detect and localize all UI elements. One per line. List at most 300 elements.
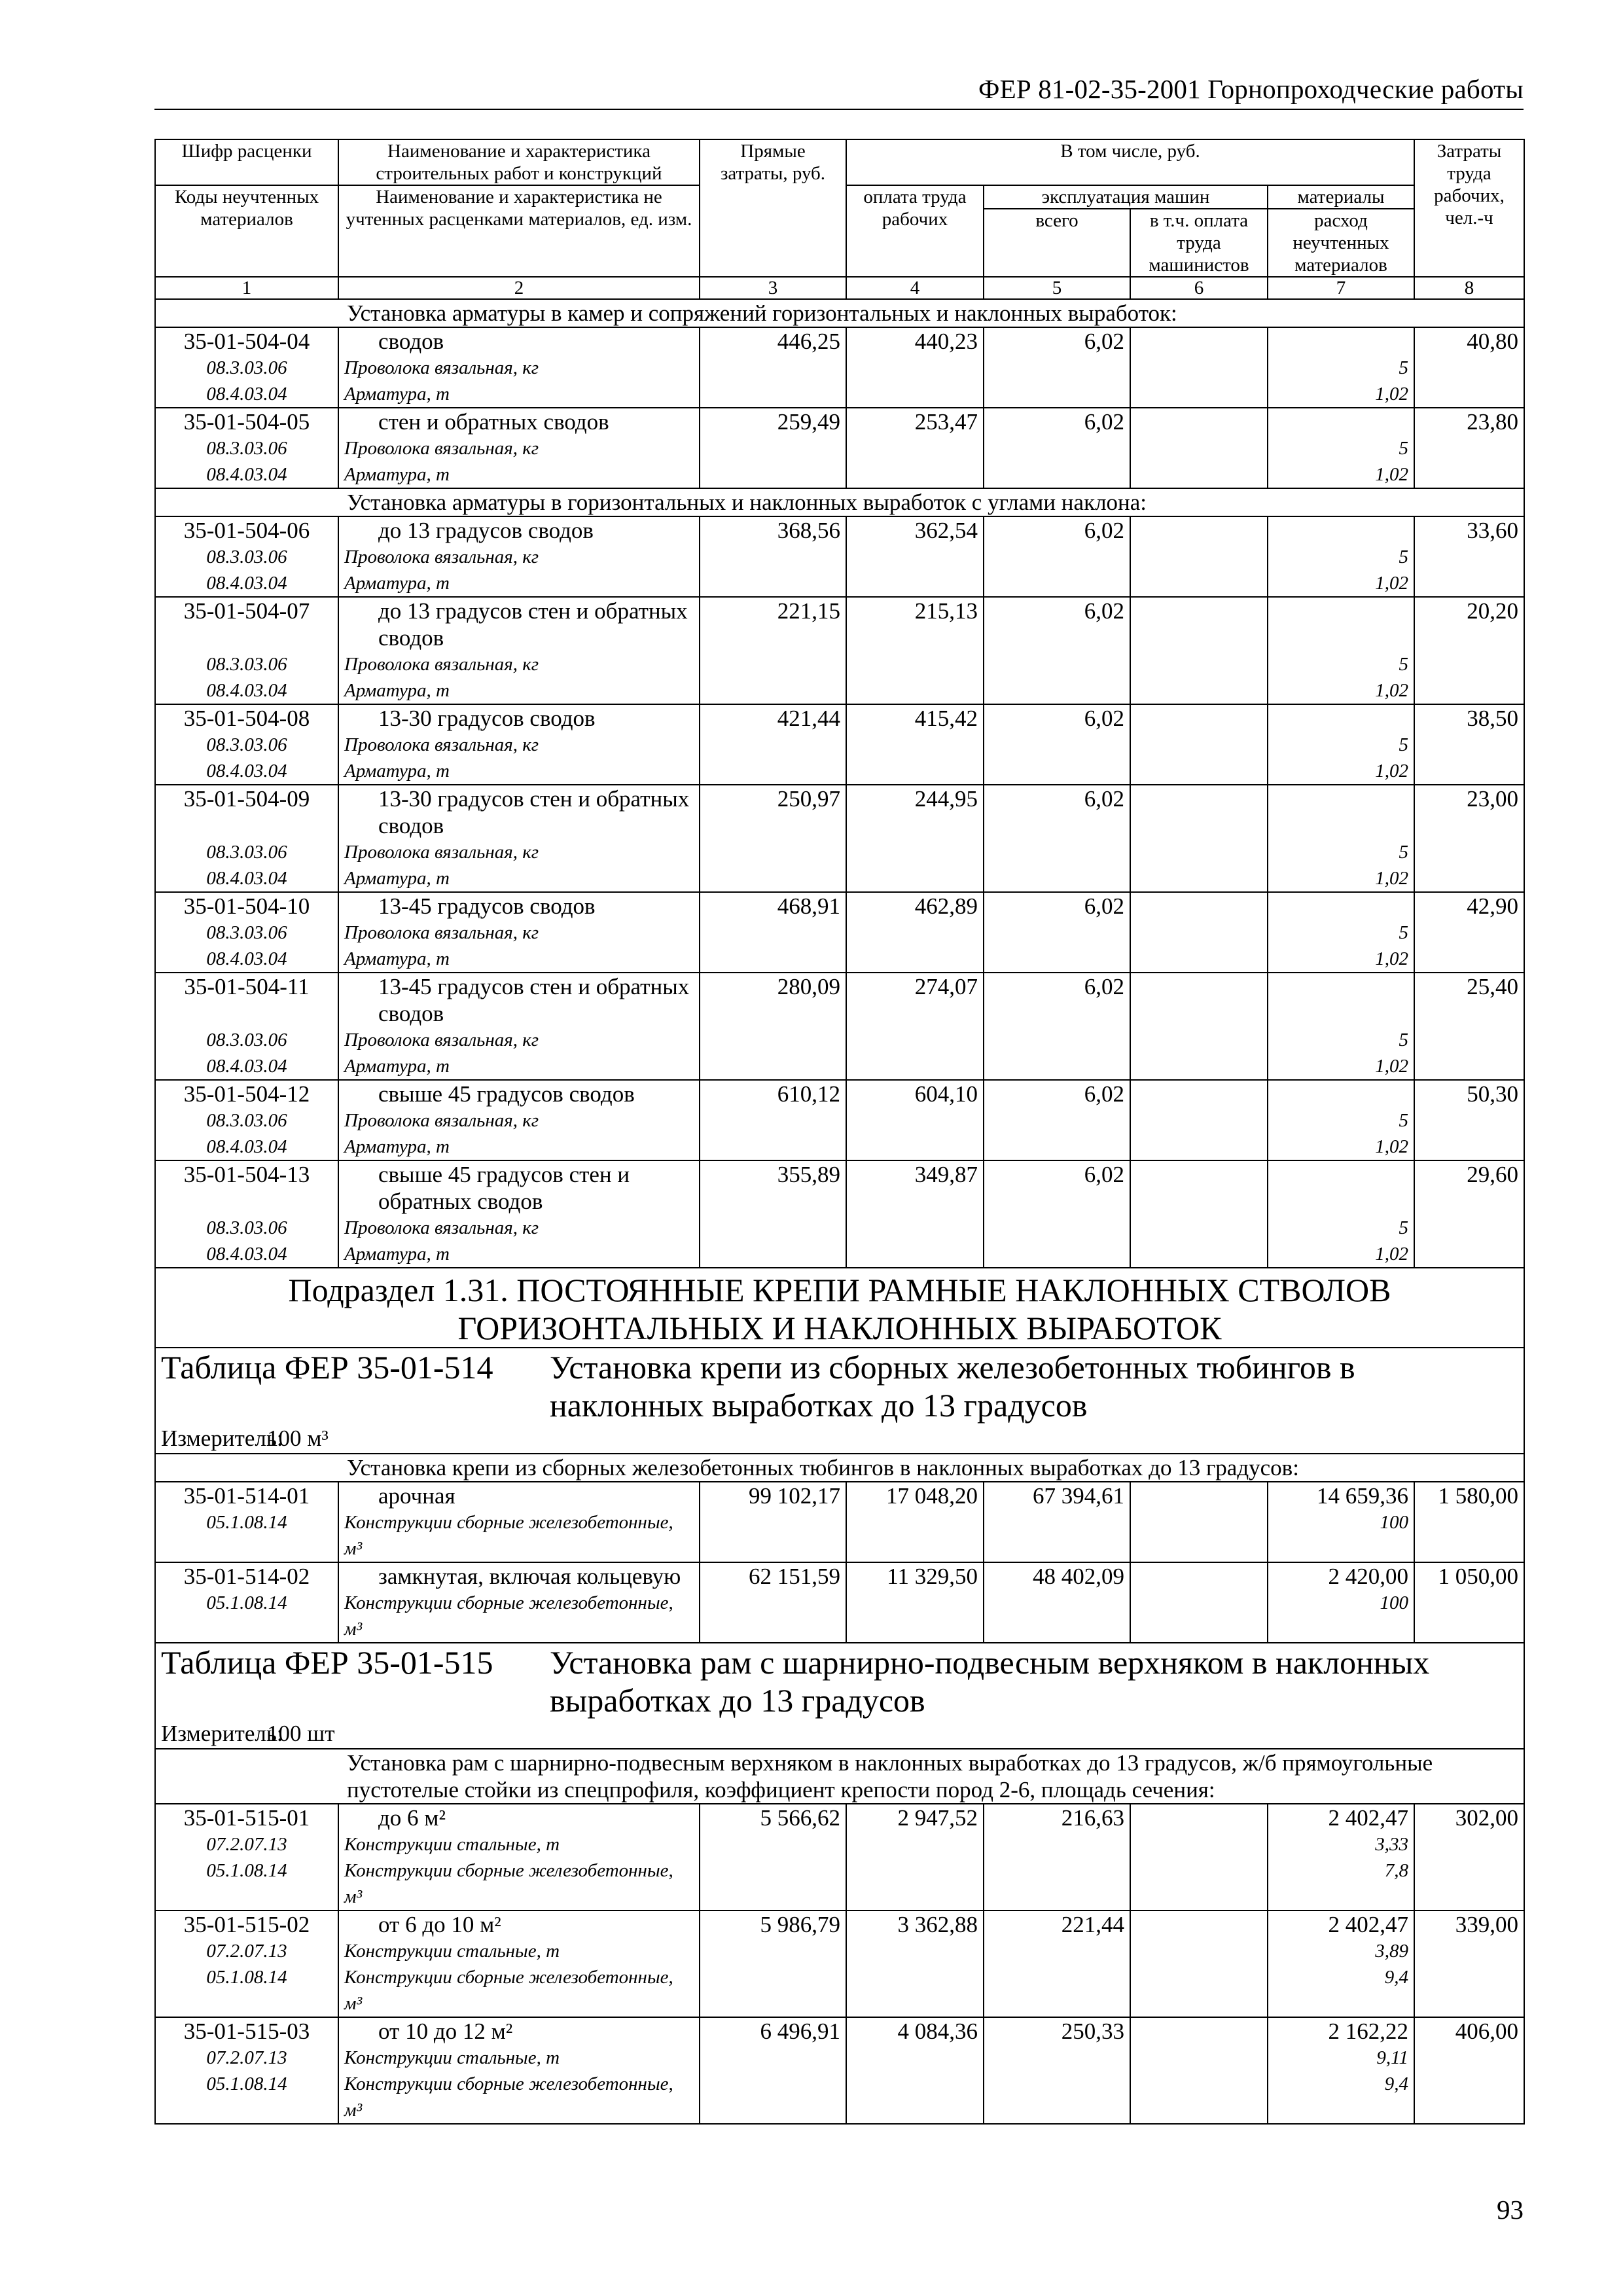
labor-pay: 349,87 [846, 1160, 984, 1215]
empty-cell [1130, 758, 1268, 785]
empty-cell [1414, 1964, 1524, 2017]
col-number: 8 [1414, 277, 1524, 299]
material-row [155, 1590, 1524, 1643]
empty-cell [700, 355, 846, 381]
material-code: 08.3.03.06 [155, 1027, 338, 1053]
measure-cell [155, 1719, 1524, 1749]
machinists-pay [1130, 973, 1268, 1027]
empty-cell [1414, 946, 1524, 973]
col1-top-header: Шифр расценки [155, 139, 338, 185]
material-code: 08.4.03.04 [155, 865, 338, 892]
including-header: В том числе, руб. [846, 139, 1414, 185]
section-row [155, 488, 1524, 516]
measure-value: 100 шт [267, 1721, 335, 1746]
labor-hours: 25,40 [1414, 973, 1524, 1027]
materials-cost: 2 162,22 [1268, 2017, 1414, 2045]
direct-cost: 259,49 [700, 408, 846, 435]
empty-cell [1414, 1215, 1524, 1241]
empty-cell [1130, 651, 1268, 677]
empty-cell [700, 1053, 846, 1080]
material-row [155, 1215, 1524, 1241]
rate-row [155, 597, 1524, 651]
rate-row [155, 892, 1524, 920]
machinists-pay [1130, 516, 1268, 544]
empty-cell [846, 1857, 984, 1910]
material-name: Конструкции сборные железобетонные, м³ [338, 1509, 700, 1562]
labor-pay-header: оплата труда рабочих [846, 185, 984, 277]
empty-cell [984, 1107, 1130, 1134]
empty-cell [1130, 839, 1268, 865]
materials-cost: 2 402,47 [1268, 1910, 1414, 1938]
materials-cost [1268, 597, 1414, 651]
material-code: 08.4.03.04 [155, 1053, 338, 1080]
direct-cost: 421,44 [700, 704, 846, 732]
rate-code: 35-01-504-05 [155, 408, 338, 435]
col-number: 4 [846, 277, 984, 299]
material-row [155, 1831, 1524, 1857]
material-row [155, 920, 1524, 946]
empty-cell [984, 865, 1130, 892]
machinists-pay [1130, 1080, 1268, 1107]
empty-cell [1414, 1831, 1524, 1857]
empty-cell [1130, 570, 1268, 597]
rate-code: 35-01-504-10 [155, 892, 338, 920]
labor-hours: 40,80 [1414, 327, 1524, 355]
material-row [155, 2071, 1524, 2124]
empty-cell [984, 677, 1130, 704]
material-row [155, 1964, 1524, 2017]
col-number: 7 [1268, 277, 1414, 299]
measure-cell [155, 1424, 1524, 1454]
section-title: Установка арматуры в камер и сопряжений горизонтальных и наклонных выработок: [155, 299, 1524, 327]
machines-cost: 6,02 [984, 973, 1130, 1027]
machinists-pay [1130, 2017, 1268, 2045]
work-name: арочная [338, 1482, 700, 1509]
material-qty: 5 [1268, 839, 1414, 865]
material-code: 05.1.08.14 [155, 1964, 338, 2017]
empty-cell [1130, 461, 1268, 488]
empty-cell [984, 461, 1130, 488]
material-qty: 5 [1268, 920, 1414, 946]
material-code: 08.3.03.06 [155, 732, 338, 758]
empty-cell [846, 1053, 984, 1080]
material-row [155, 839, 1524, 865]
empty-cell [700, 1938, 846, 1964]
work-name: замкнутая, включая кольцевую [338, 1562, 700, 1590]
empty-cell [846, 839, 984, 865]
subsection-row [155, 1268, 1524, 1348]
material-qty: 5 [1268, 544, 1414, 570]
direct-cost: 280,09 [700, 973, 846, 1027]
empty-cell [1130, 1215, 1268, 1241]
materials-cost [1268, 1080, 1414, 1107]
material-qty: 1,02 [1268, 946, 1414, 973]
rate-row [155, 516, 1524, 544]
materials-cost: 2 420,00 [1268, 1562, 1414, 1590]
work-name: до 13 градусов сводов [338, 516, 700, 544]
material-row [155, 461, 1524, 488]
empty-cell [1414, 732, 1524, 758]
empty-cell [1414, 1134, 1524, 1160]
machines-cost: 6,02 [984, 327, 1130, 355]
material-qty: 9,11 [1268, 2045, 1414, 2071]
empty-cell [984, 355, 1130, 381]
material-code: 08.3.03.06 [155, 651, 338, 677]
empty-cell [984, 1027, 1130, 1053]
material-qty: 5 [1268, 355, 1414, 381]
empty-cell [1130, 1509, 1268, 1562]
material-code: 08.4.03.04 [155, 381, 338, 408]
empty-cell [846, 1964, 984, 2017]
direct-cost: 355,89 [700, 1160, 846, 1215]
machinists-pay [1130, 1562, 1268, 1590]
rate-code: 35-01-515-03 [155, 2017, 338, 2045]
empty-cell [846, 435, 984, 461]
empty-cell [984, 1053, 1130, 1080]
labor-pay: 2 947,52 [846, 1804, 984, 1831]
material-name: Арматура, т [338, 381, 700, 408]
material-code: 08.3.03.06 [155, 355, 338, 381]
empty-cell [1130, 1027, 1268, 1053]
rate-row [155, 408, 1524, 435]
labor-hours: 38,50 [1414, 704, 1524, 732]
direct-cost: 99 102,17 [700, 1482, 846, 1509]
rate-code: 35-01-504-07 [155, 597, 338, 651]
rate-code: 35-01-504-06 [155, 516, 338, 544]
section-row [155, 1454, 1524, 1482]
table-code: Таблица ФЕР 35-01-515 [161, 1644, 493, 1681]
empty-cell [1130, 435, 1268, 461]
material-row [155, 381, 1524, 408]
labor-pay: 274,07 [846, 973, 984, 1027]
material-name: Конструкции стальные, т [338, 1938, 700, 1964]
empty-cell [1130, 1857, 1268, 1910]
empty-cell [846, 461, 984, 488]
empty-cell [1130, 946, 1268, 973]
labor-hours: 406,00 [1414, 2017, 1524, 2045]
labor-pay: 253,47 [846, 408, 984, 435]
material-row [155, 1857, 1524, 1910]
empty-cell [1130, 920, 1268, 946]
empty-cell [984, 1964, 1130, 2017]
materials-cost [1268, 973, 1414, 1027]
page-number: 93 [1497, 2195, 1524, 2225]
direct-cost: 468,91 [700, 892, 846, 920]
material-code: 08.3.03.06 [155, 1107, 338, 1134]
material-name: Арматура, т [338, 758, 700, 785]
work-name: 13-45 градусов сводов [338, 892, 700, 920]
measure-label: Измеритель: [161, 1721, 283, 1746]
machinists-pay [1130, 1910, 1268, 1938]
machines-cost: 67 394,61 [984, 1482, 1130, 1509]
material-code: 08.4.03.04 [155, 1241, 338, 1268]
measure-label: Измеритель: [161, 1426, 283, 1451]
machinists-pay [1130, 1804, 1268, 1831]
empty-cell [1130, 2071, 1268, 2124]
material-code: 05.1.08.14 [155, 1857, 338, 1910]
material-row [155, 1241, 1524, 1268]
table-title-row [155, 1643, 1524, 1719]
direct-cost-header: Прямые затраты, руб. [700, 139, 846, 277]
empty-cell [1414, 1241, 1524, 1268]
material-row [155, 544, 1524, 570]
labor-pay: 11 329,50 [846, 1562, 984, 1590]
empty-cell [700, 1590, 846, 1643]
material-code: 05.1.08.14 [155, 1590, 338, 1643]
rate-code: 35-01-504-04 [155, 327, 338, 355]
direct-cost: 446,25 [700, 327, 846, 355]
labor-hours: 33,60 [1414, 516, 1524, 544]
labor-hours: 23,80 [1414, 408, 1524, 435]
material-name: Проволока вязальная, кг [338, 651, 700, 677]
rate-code: 35-01-504-13 [155, 1160, 338, 1215]
material-name: Арматура, т [338, 677, 700, 704]
rate-code: 35-01-514-01 [155, 1482, 338, 1509]
material-code: 08.4.03.04 [155, 946, 338, 973]
material-qty: 3,89 [1268, 1938, 1414, 1964]
col1-bottom-header: Коды неучтенных материалов [155, 185, 338, 277]
rate-row [155, 327, 1524, 355]
work-name: стен и обратных сводов [338, 408, 700, 435]
labor-hours: 20,20 [1414, 597, 1524, 651]
table-header-row [155, 139, 1524, 185]
empty-cell [700, 1134, 846, 1160]
material-qty: 7,8 [1268, 1857, 1414, 1910]
labor-hours: 302,00 [1414, 1804, 1524, 1831]
material-qty: 5 [1268, 732, 1414, 758]
material-row [155, 2045, 1524, 2071]
labor-hours: 1 050,00 [1414, 1562, 1524, 1590]
material-qty: 5 [1268, 435, 1414, 461]
machines-cost: 6,02 [984, 408, 1130, 435]
materials-cost [1268, 327, 1414, 355]
direct-cost: 5 986,79 [700, 1910, 846, 1938]
empty-cell [846, 1107, 984, 1134]
empty-cell [984, 2071, 1130, 2124]
table-title [155, 1348, 1524, 1424]
material-qty: 5 [1268, 651, 1414, 677]
empty-cell [1414, 1509, 1524, 1562]
measure-row [155, 1719, 1524, 1749]
material-code: 08.4.03.04 [155, 461, 338, 488]
material-qty: 100 [1268, 1590, 1414, 1643]
rate-code: 35-01-504-09 [155, 785, 338, 839]
empty-cell [1414, 1053, 1524, 1080]
machines-header: эксплуатация машин [984, 185, 1268, 209]
labor-cost-header: Затраты труда рабочих, чел.-ч [1414, 139, 1524, 277]
machinists-pay [1130, 1482, 1268, 1509]
empty-cell [984, 1509, 1130, 1562]
section-title: Установка рам с шарнирно-подвесным верхняком в наклонных выработках до 13 градусов, ж/б прямоугольные пустотелые стойки из спецпрофиля, коэффициент крепости пород 2-6, площадь сечения: [155, 1749, 1524, 1804]
labor-pay: 604,10 [846, 1080, 984, 1107]
material-row [155, 1027, 1524, 1053]
material-qty: 5 [1268, 1027, 1414, 1053]
rate-row [155, 1910, 1524, 1938]
rate-row [155, 973, 1524, 1027]
section-title: Установка арматуры в горизонтальных и наклонных выработок с углами наклона: [155, 488, 1524, 516]
empty-cell [1130, 355, 1268, 381]
empty-cell [846, 651, 984, 677]
empty-cell [1414, 435, 1524, 461]
empty-cell [984, 920, 1130, 946]
labor-pay: 3 362,88 [846, 1910, 984, 1938]
table-name: Установка рам с шарнирно-подвесным верхняком в наклонных выработках до 13 градусов [550, 1644, 1430, 1719]
empty-cell [846, 732, 984, 758]
work-name: 13-45 градусов стен и обратных сводов [338, 973, 700, 1027]
material-code: 08.3.03.06 [155, 839, 338, 865]
empty-cell [984, 435, 1130, 461]
material-name: Конструкции сборные железобетонные, м³ [338, 1857, 700, 1910]
empty-cell [846, 1509, 984, 1562]
empty-cell [846, 570, 984, 597]
labor-pay: 440,23 [846, 327, 984, 355]
empty-cell [1130, 1964, 1268, 2017]
material-code: 08.4.03.04 [155, 677, 338, 704]
material-row [155, 570, 1524, 597]
machinists-pay [1130, 408, 1268, 435]
materials-sub-header: расход неучтенных материалов [1268, 209, 1414, 277]
empty-cell [1130, 1831, 1268, 1857]
material-name: Проволока вязальная, кг [338, 1027, 700, 1053]
section-title: Установка крепи из сборных железобетонных тюбингов в наклонных выработках до 13 градусов: [155, 1454, 1524, 1482]
table-title-row [155, 1348, 1524, 1424]
material-qty: 1,02 [1268, 1134, 1414, 1160]
col-number: 3 [700, 277, 846, 299]
empty-cell [984, 2045, 1130, 2071]
material-name: Проволока вязальная, кг [338, 355, 700, 381]
material-name: Арматура, т [338, 1053, 700, 1080]
material-name: Проволока вязальная, кг [338, 839, 700, 865]
materials-cost [1268, 1160, 1414, 1215]
empty-cell [1130, 381, 1268, 408]
material-qty: 5 [1268, 1107, 1414, 1134]
empty-cell [1414, 1107, 1524, 1134]
empty-cell [1130, 865, 1268, 892]
empty-cell [846, 758, 984, 785]
empty-cell [984, 1590, 1130, 1643]
empty-cell [846, 2071, 984, 2124]
empty-cell [700, 2045, 846, 2071]
rate-row [155, 1080, 1524, 1107]
rate-row [155, 704, 1524, 732]
empty-cell [700, 1027, 846, 1053]
subsection-title: Подраздел 1.31. ПОСТОЯННЫЕ КРЕПИ РАМНЫЕ НАКЛОННЫХ СТВОЛОВ ГОРИЗОНТАЛЬНЫХ И НАКЛОННЫХ ВЫРАБОТОК [155, 1268, 1524, 1348]
work-name: до 6 м² [338, 1804, 700, 1831]
materials-cost: 14 659,36 [1268, 1482, 1414, 1509]
work-name: сводов [338, 327, 700, 355]
empty-cell [1414, 677, 1524, 704]
material-qty: 9,4 [1268, 1964, 1414, 2017]
material-code: 08.3.03.06 [155, 920, 338, 946]
rate-row [155, 2017, 1524, 2045]
material-row [155, 1053, 1524, 1080]
material-name: Конструкции сборные железобетонные, м³ [338, 1964, 700, 2017]
work-name: 13-30 градусов стен и обратных сводов [338, 785, 700, 839]
material-code: 07.2.07.13 [155, 1938, 338, 1964]
direct-cost: 5 566,62 [700, 1804, 846, 1831]
empty-cell [1130, 1134, 1268, 1160]
labor-pay: 17 048,20 [846, 1482, 984, 1509]
empty-cell [700, 2071, 846, 2124]
material-name: Арматура, т [338, 1134, 700, 1160]
material-code: 05.1.08.14 [155, 1509, 338, 1562]
empty-cell [1130, 1938, 1268, 1964]
machinists-pay [1130, 785, 1268, 839]
empty-cell [1414, 839, 1524, 865]
work-name: от 10 до 12 м² [338, 2017, 700, 2045]
empty-cell [700, 758, 846, 785]
rate-row [155, 1562, 1524, 1590]
empty-cell [1130, 1053, 1268, 1080]
material-code: 07.2.07.13 [155, 2045, 338, 2071]
material-qty: 1,02 [1268, 570, 1414, 597]
empty-cell [1414, 2071, 1524, 2124]
empty-cell [846, 1215, 984, 1241]
empty-cell [1414, 1027, 1524, 1053]
material-name: Арматура, т [338, 1241, 700, 1268]
table-code: Таблица ФЕР 35-01-514 [161, 1349, 493, 1386]
empty-cell [700, 946, 846, 973]
material-row [155, 355, 1524, 381]
machines-cost: 6,02 [984, 785, 1130, 839]
rate-code: 35-01-504-11 [155, 973, 338, 1027]
labor-hours: 50,30 [1414, 1080, 1524, 1107]
empty-cell [984, 570, 1130, 597]
material-name: Проволока вязальная, кг [338, 1215, 700, 1241]
empty-cell [1414, 461, 1524, 488]
material-name: Проволока вязальная, кг [338, 732, 700, 758]
work-name: до 13 градусов стен и обратных сводов [338, 597, 700, 651]
empty-cell [846, 1590, 984, 1643]
empty-cell [1414, 355, 1524, 381]
material-code: 07.2.07.13 [155, 1831, 338, 1857]
empty-cell [1414, 758, 1524, 785]
empty-cell [984, 732, 1130, 758]
empty-cell [700, 839, 846, 865]
empty-cell [700, 381, 846, 408]
machinists-pay [1130, 327, 1268, 355]
rate-row [155, 1160, 1524, 1215]
rate-row [155, 1482, 1524, 1509]
labor-pay: 215,13 [846, 597, 984, 651]
labor-pay: 4 084,36 [846, 2017, 984, 2045]
machines-cost: 221,44 [984, 1910, 1130, 1938]
rates-table [154, 139, 1525, 2125]
empty-cell [846, 381, 984, 408]
empty-cell [700, 732, 846, 758]
direct-cost: 221,15 [700, 597, 846, 651]
rate-row [155, 1804, 1524, 1831]
empty-cell [846, 1027, 984, 1053]
empty-cell [1130, 732, 1268, 758]
labor-pay: 244,95 [846, 785, 984, 839]
empty-cell [1414, 1857, 1524, 1910]
empty-cell [984, 839, 1130, 865]
empty-cell [1414, 2045, 1524, 2071]
labor-pay: 362,54 [846, 516, 984, 544]
empty-cell [984, 544, 1130, 570]
col2-top-header: Наименование и характеристика строительных работ и конструкций [338, 139, 700, 185]
empty-cell [1414, 1938, 1524, 1964]
material-row [155, 677, 1524, 704]
table-name: Установка крепи из сборных железобетонных тюбингов в наклонных выработках до 13 градусов [550, 1349, 1355, 1424]
material-row [155, 651, 1524, 677]
empty-cell [984, 1831, 1130, 1857]
empty-cell [846, 920, 984, 946]
machines-cost: 6,02 [984, 892, 1130, 920]
labor-pay: 415,42 [846, 704, 984, 732]
section-row [155, 1749, 1524, 1804]
